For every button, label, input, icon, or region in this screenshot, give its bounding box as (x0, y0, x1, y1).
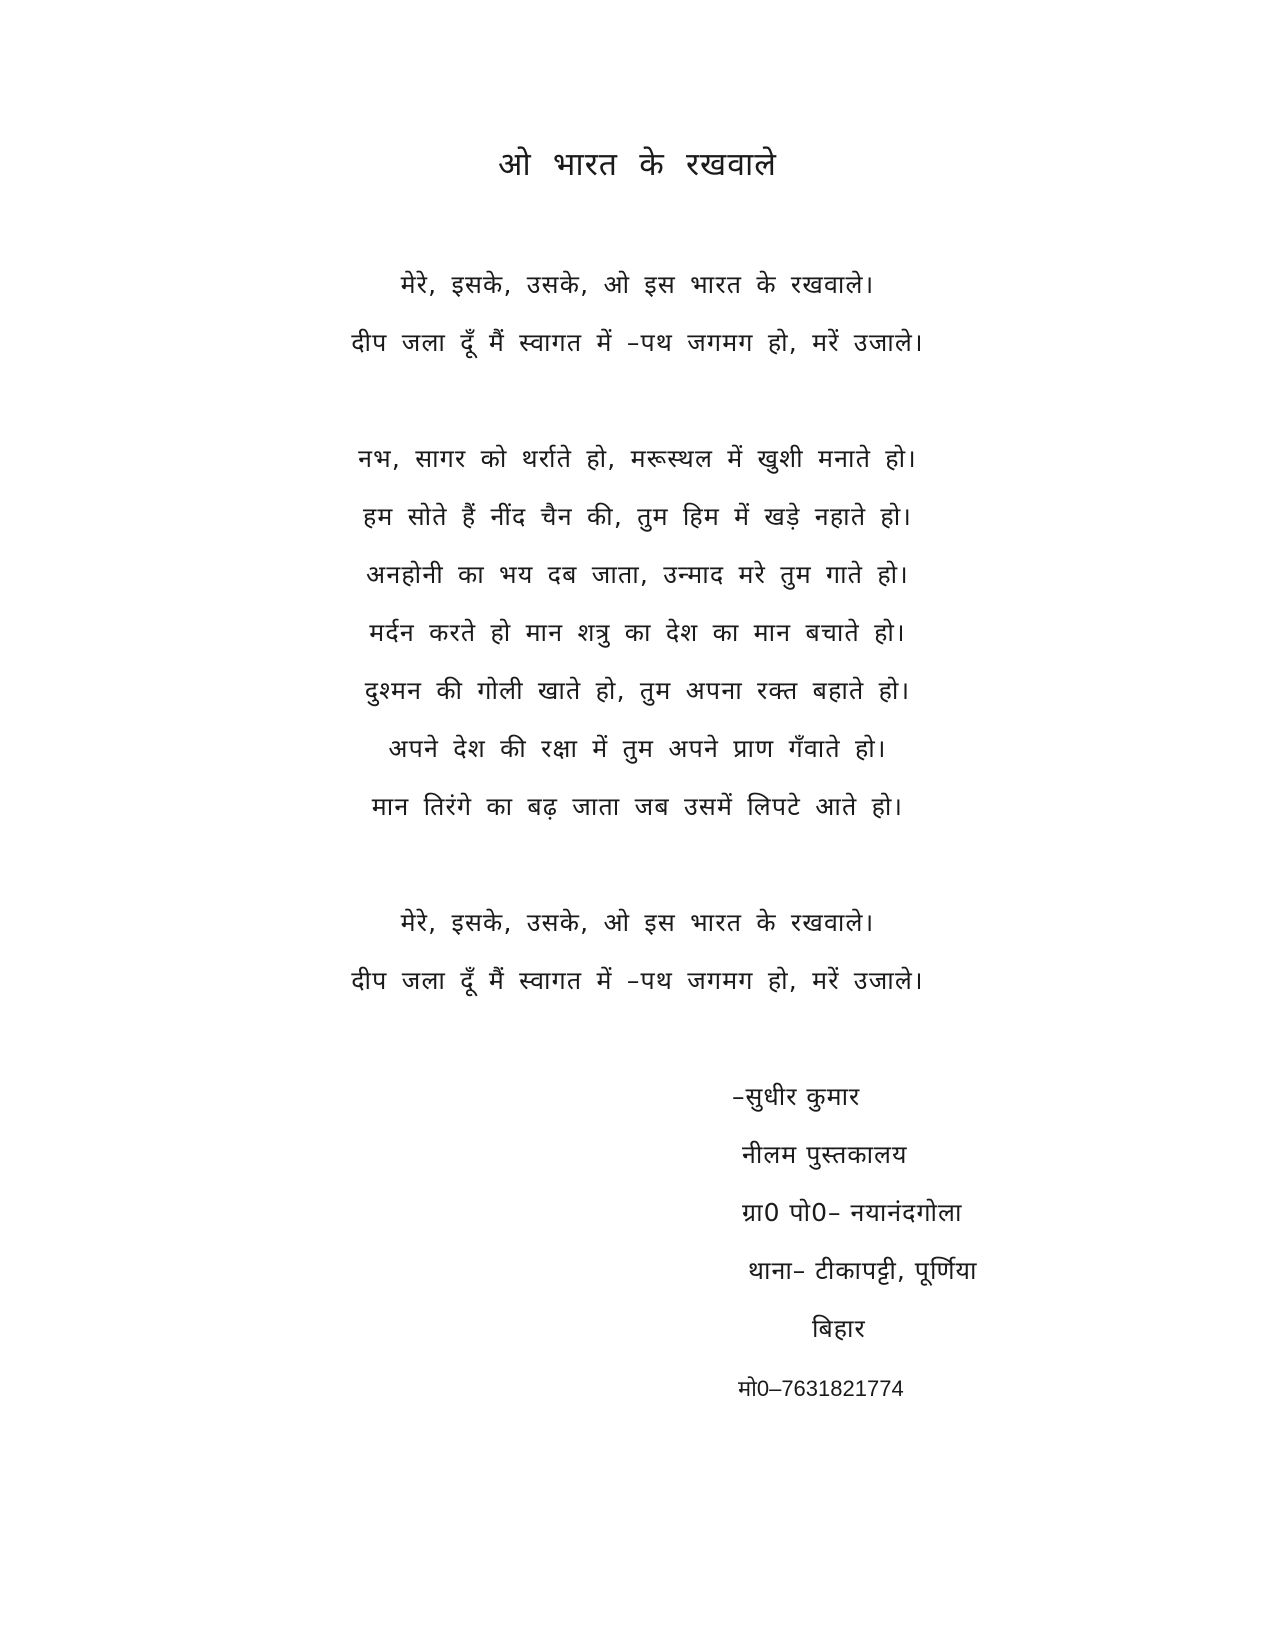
author-name: –सुधीर कुमार (732, 1082, 861, 1111)
police-station-address: थाना– टीकापट्टी, पूर्णिया (748, 1256, 978, 1285)
poem-line: दीप जला दूँ मैं स्वागत में –पथ जगमग हो, मरें उजाले। (351, 966, 924, 995)
library-name: नीलम पुस्तकालय (742, 1140, 908, 1169)
poem-line: नभ, सागर को थर्राते हो, मरूस्थल में खुशी मनाते हो। (358, 444, 917, 473)
state-name: बिहार (812, 1314, 866, 1343)
poem-line: दुश्मन की गोली खाते हो, तुम अपना रक्त बहाते हो। (364, 676, 911, 705)
poem-line: हम सोते हैं नींद चैन की, तुम हिम में खड़े नहाते हो। (362, 502, 913, 531)
phone-number: मो0–7631821774 (738, 1376, 904, 1401)
poem-line: अनहोनी का भय दब जाता, उन्माद मरे तुम गाते हो। (366, 560, 909, 589)
poem-line: अपने देश की रक्षा में तुम अपने प्राण गँवाते हो। (388, 734, 887, 763)
poem-title: ओ भारत के रखवाले (498, 145, 777, 183)
poem-line: मेरे, इसके, उसके, ओ इस भारत के रखवाले। (400, 270, 875, 299)
poem-line: दीप जला दूँ मैं स्वागत में –पथ जगमग हो, मरें उजाले। (351, 328, 924, 357)
poem-line: मान तिरंगे का बढ़ जाता जब उसमें लिपटे आते हो। (371, 792, 904, 821)
village-address: ग्रा0 पो0– नयानंदगोला (742, 1198, 963, 1227)
poem-line: मेरे, इसके, उसके, ओ इस भारत के रखवाले। (400, 908, 875, 937)
poem-line: मर्दन करते हो मान शत्रु का देश का मान बचाते हो। (369, 618, 906, 647)
